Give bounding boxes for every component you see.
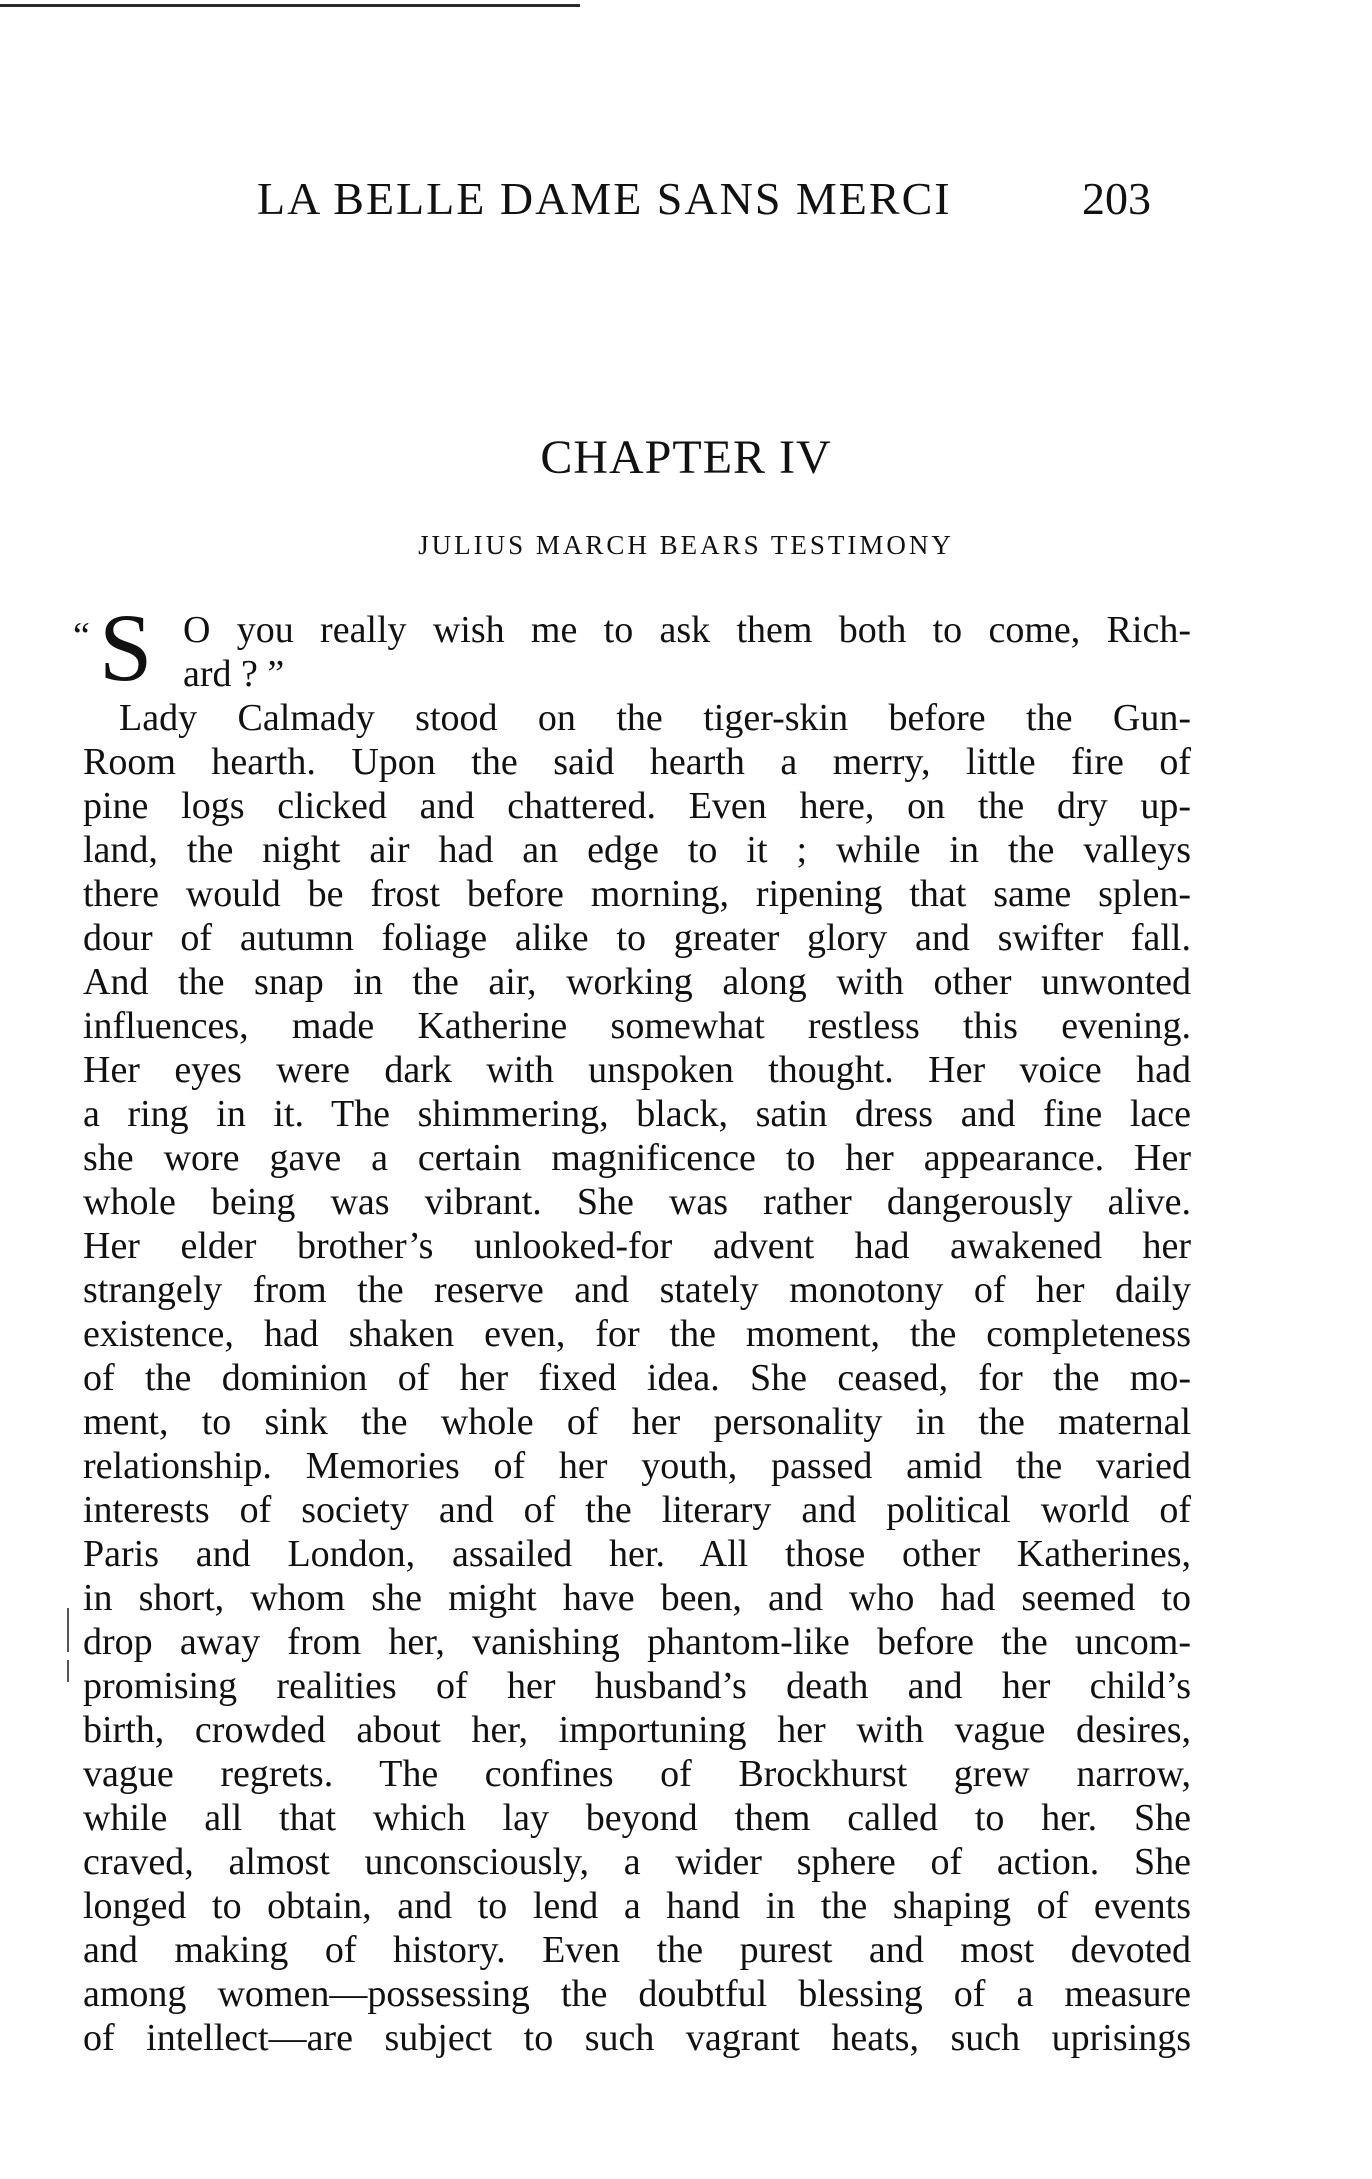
open-quote: “ <box>73 615 90 657</box>
text-line: among women—possessing the doubtful blessing of a measure <box>83 1973 1191 2015</box>
text-line: birth, crowded about her, importuning her with vague desires, <box>83 1709 1191 1751</box>
body-text <box>73 594 1191 2060</box>
text-line: of the dominion of her fixed idea. She ceased, for the mo- <box>83 1357 1191 1399</box>
running-title: LA BELLE DAME SANS MERCI <box>257 173 952 224</box>
text-line: Her elder brother’s unlooked-for advent had awakened her <box>83 1225 1191 1267</box>
text-line: craved, almost unconsciously, a wider sphere of action. She <box>83 1841 1191 1883</box>
text-line: dour of autumn foliage alike to greater glory and swifter fall. <box>83 917 1191 959</box>
drop-cap: S <box>99 594 153 701</box>
text-line: Room hearth. Upon the said hearth a merry, little fire of <box>83 741 1191 783</box>
text-line: of intellect—are subject to such vagrant heats, such uprisings <box>83 2017 1191 2059</box>
text-line: Her eyes were dark with unspoken thought. Her voice had <box>83 1049 1191 1091</box>
text-line: influences, made Katherine somewhat restless this evening. <box>83 1005 1191 1047</box>
text-line: ard ? ” <box>183 653 285 695</box>
margin-mark <box>67 1608 69 1652</box>
text-line: Paris and London, assailed her. All those other Katherines, <box>83 1533 1191 1575</box>
text-line: whole being was vibrant. She was rather dangerously alive. <box>83 1181 1191 1223</box>
text-line: promising realities of her husband’s death and her child’s <box>83 1665 1191 1707</box>
text-line: ment, to sink the whole of her personality in the maternal <box>83 1401 1191 1443</box>
opening-paragraph <box>73 594 1191 701</box>
text-line: in short, whom she might have been, and who had seemed to <box>83 1577 1191 1619</box>
text-line: vague regrets. The confines of Brockhurst grew narrow, <box>83 1753 1191 1795</box>
text-line: she wore gave a certain magnificence to her appearance. Her <box>83 1137 1191 1179</box>
running-head <box>0 160 1372 230</box>
text-line: existence, had shaken even, for the moment, the completeness <box>83 1313 1191 1355</box>
text-line: O you really wish me to ask them both to come, Rich- <box>183 609 1191 651</box>
text-line: there would be frost before morning, ripening that same splen- <box>83 873 1191 915</box>
text-line: drop away from her, vanishing phantom-like before the uncom- <box>83 1621 1191 1663</box>
text-line: interests of society and of the literary and political world of <box>83 1489 1191 1531</box>
top-rule <box>0 4 580 7</box>
text-line: longed to obtain, and to lend a hand in the shaping of events <box>83 1885 1191 1927</box>
paragraph-lines <box>83 696 1191 2060</box>
text-line: while all that which lay beyond them called to her. She <box>83 1797 1191 1839</box>
text-line: And the snap in the air, working along with other unwonted <box>83 961 1191 1003</box>
margin-mark <box>67 1660 69 1682</box>
text-line: and making of history. Even the purest and most devoted <box>83 1929 1191 1971</box>
chapter-subtitle: JULIUS MARCH BEARS TESTIMONY <box>418 530 954 560</box>
text-line: strangely from the reserve and stately monotony of her daily <box>83 1269 1191 1311</box>
chapter-title: CHAPTER IV <box>540 431 832 484</box>
page-number: 203 <box>1082 173 1151 224</box>
text-line: relationship. Memories of her youth, passed amid the varied <box>83 1445 1191 1487</box>
text-line: land, the night air had an edge to it ; while in the valleys <box>83 829 1191 871</box>
text-line: pine logs clicked and chattered. Even here, on the dry up- <box>83 785 1191 827</box>
text-line: a ring in it. The shimmering, black, satin dress and fine lace <box>83 1093 1191 1135</box>
text-line: Lady Calmady stood on the tiger-skin before the Gun- <box>119 697 1191 739</box>
